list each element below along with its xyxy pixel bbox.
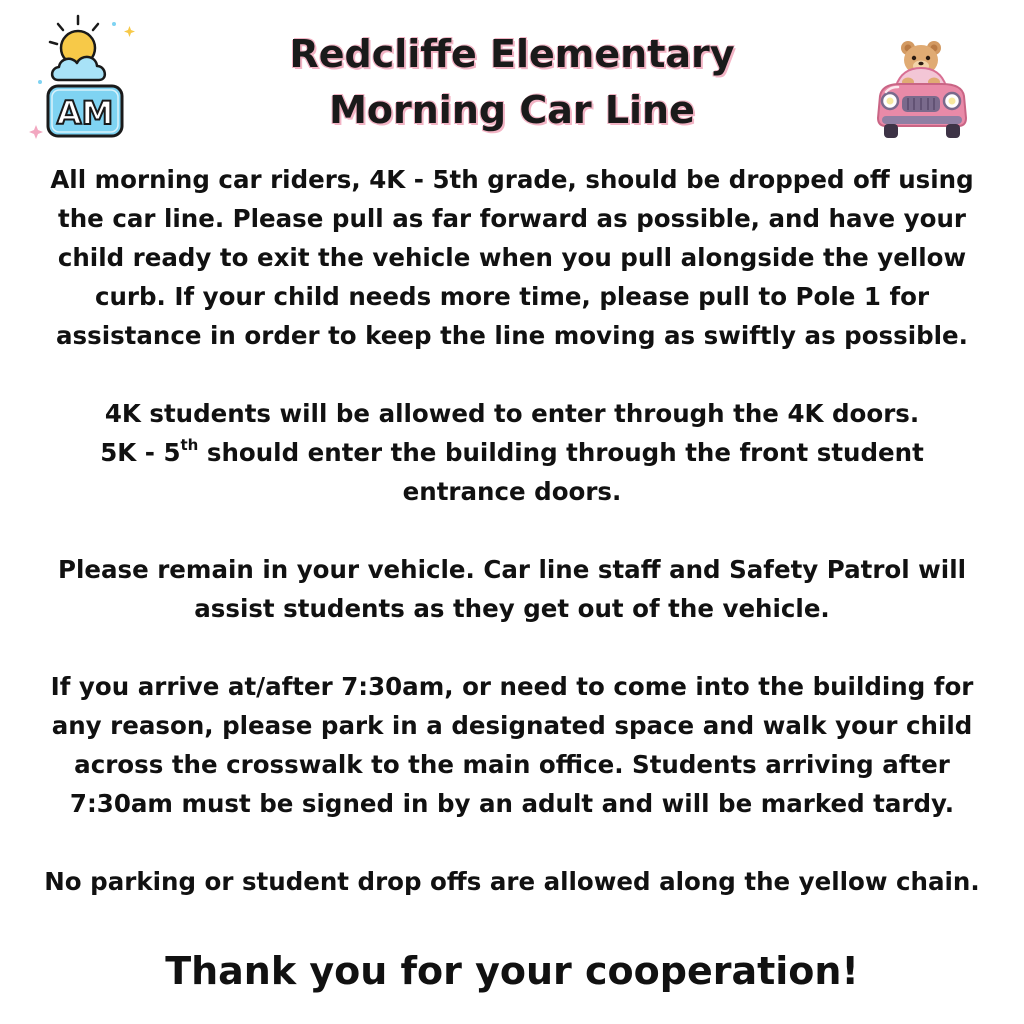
paragraph-drop-off: All morning car riders, 4K - 5th grade, should be dropped off using the car line. Please pull as far forward as possible, and have your child ready to exit the vehicle when you pull alongside the yellow curb. If your child needs more time, please pull to Pole 1 for assistance in order to keep the line moving as swiftly as possible. (50, 165, 974, 350)
thank-you-message: Thank you for your cooperation! (165, 949, 859, 993)
title-line-2: Morning Car Line (329, 88, 695, 132)
page-title (0, 26, 1024, 138)
paragraph-no-parking: No parking or student drop offs are allowed along the yellow chain. (44, 867, 980, 896)
notice-body (40, 160, 984, 901)
paragraph-remain-in-vehicle: Please remain in your vehicle. Car line staff and Safety Patrol will assist students as they get out of the vehicle. (57, 555, 967, 623)
paragraph-entrances (40, 394, 984, 511)
entrance-5k-prefix: 5K - 5 (100, 438, 181, 467)
title-line-1: Redcliffe Elementary (289, 32, 735, 76)
entrance-5k-suffix: should enter the building through the front student entrance doors. (198, 438, 924, 506)
entrance-4k-line: 4K students will be allowed to enter through the 4K doors. (104, 399, 920, 428)
paragraph-late-arrival: If you arrive at/after 7:30am, or need to come into the building for any reason, please park in a designated space and walk your child across the crosswalk to the main office. Students arriving after 7:30am must be signed in by an adult and will be marked tardy. (50, 672, 974, 818)
am-badge-text: AM (56, 94, 114, 132)
ordinal-suffix: th (180, 436, 199, 454)
